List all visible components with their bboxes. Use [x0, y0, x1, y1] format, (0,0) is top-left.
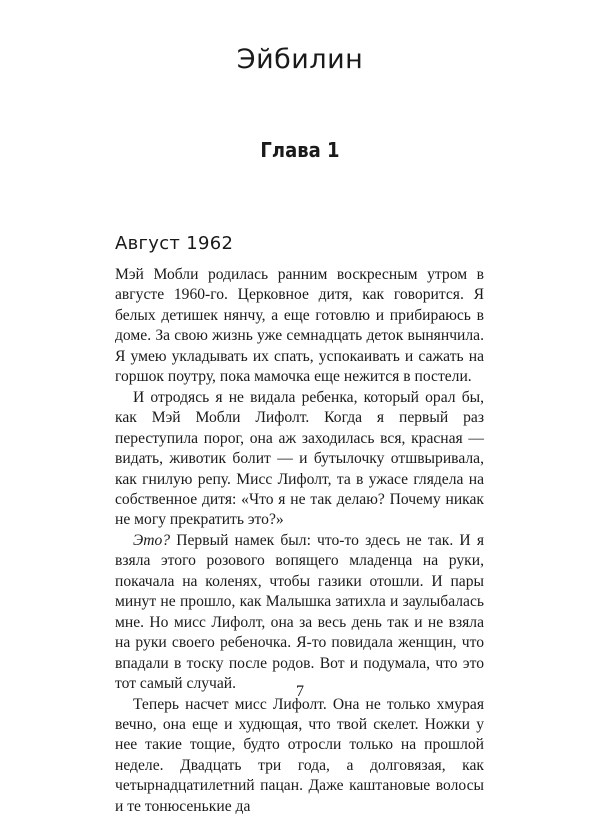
paragraph-2: И отродясь я не видала ребенка, который орал бы, как Мэй Мобли Лифолт. Когда я первый раз переступила порог, она аж заходилась вся, красная — видать, животик болит — и бутылочку отшвыривала, как гнилую репу. Мисс Лифолт, та в ужасе глядела на собственное дитя: «Что я не так делаю? Почему никак не могу прекратить это?» — [115, 388, 484, 529]
chapter-body — [115, 265, 484, 817]
paragraph-4: Теперь насчет мисс Лифолт. Она не только хмурая вечно, она еще и худющая, что твой скелет. Ножки у нее такие тощие, будто отросли только на прошлой неделе. Двадцать три года, а долговязая, как четырнадцатилетний пацан. Даже каштановые волосы и те тонюсенькие да — [115, 695, 484, 815]
paragraph-3 — [115, 531, 484, 695]
page-number: 7 — [296, 683, 304, 700]
paragraph-1: Мэй Мобли родилась ранним воскресным утром в августе 1960-го. Церковное дитя, как говорится. Я белых детишек нянчу, а еще готовлю и прибираюсь в доме. За свою жизнь уже семнадцать деток вынянчила. Я умею укладывать их спать, успокаивать и сажать на горшок поутру, пока мамочка еще нежится в постели. — [115, 266, 484, 386]
part-title: Эйбилин — [236, 44, 364, 75]
paragraph-3-text: Первый намек был: что-то здесь не так. И я взяла этого розового вопящего младенца на руки, покачала на коленях, чтобы газики отошли. И пары минут не прошло, как Малышка затихла и заулыбалась мне. Но мисс Лифолт, она за весь день так и не взяла на руки своего ребеночка. Я-то повидала женщин, что впадали в тоску после родов. Вот и подумала, что это тот самый случай. — [115, 531, 484, 693]
paragraph-3-italic-lead: Это? — [133, 531, 171, 549]
chapter-title: Глава 1 — [260, 138, 340, 162]
date-heading: Август 1962 — [115, 233, 234, 254]
